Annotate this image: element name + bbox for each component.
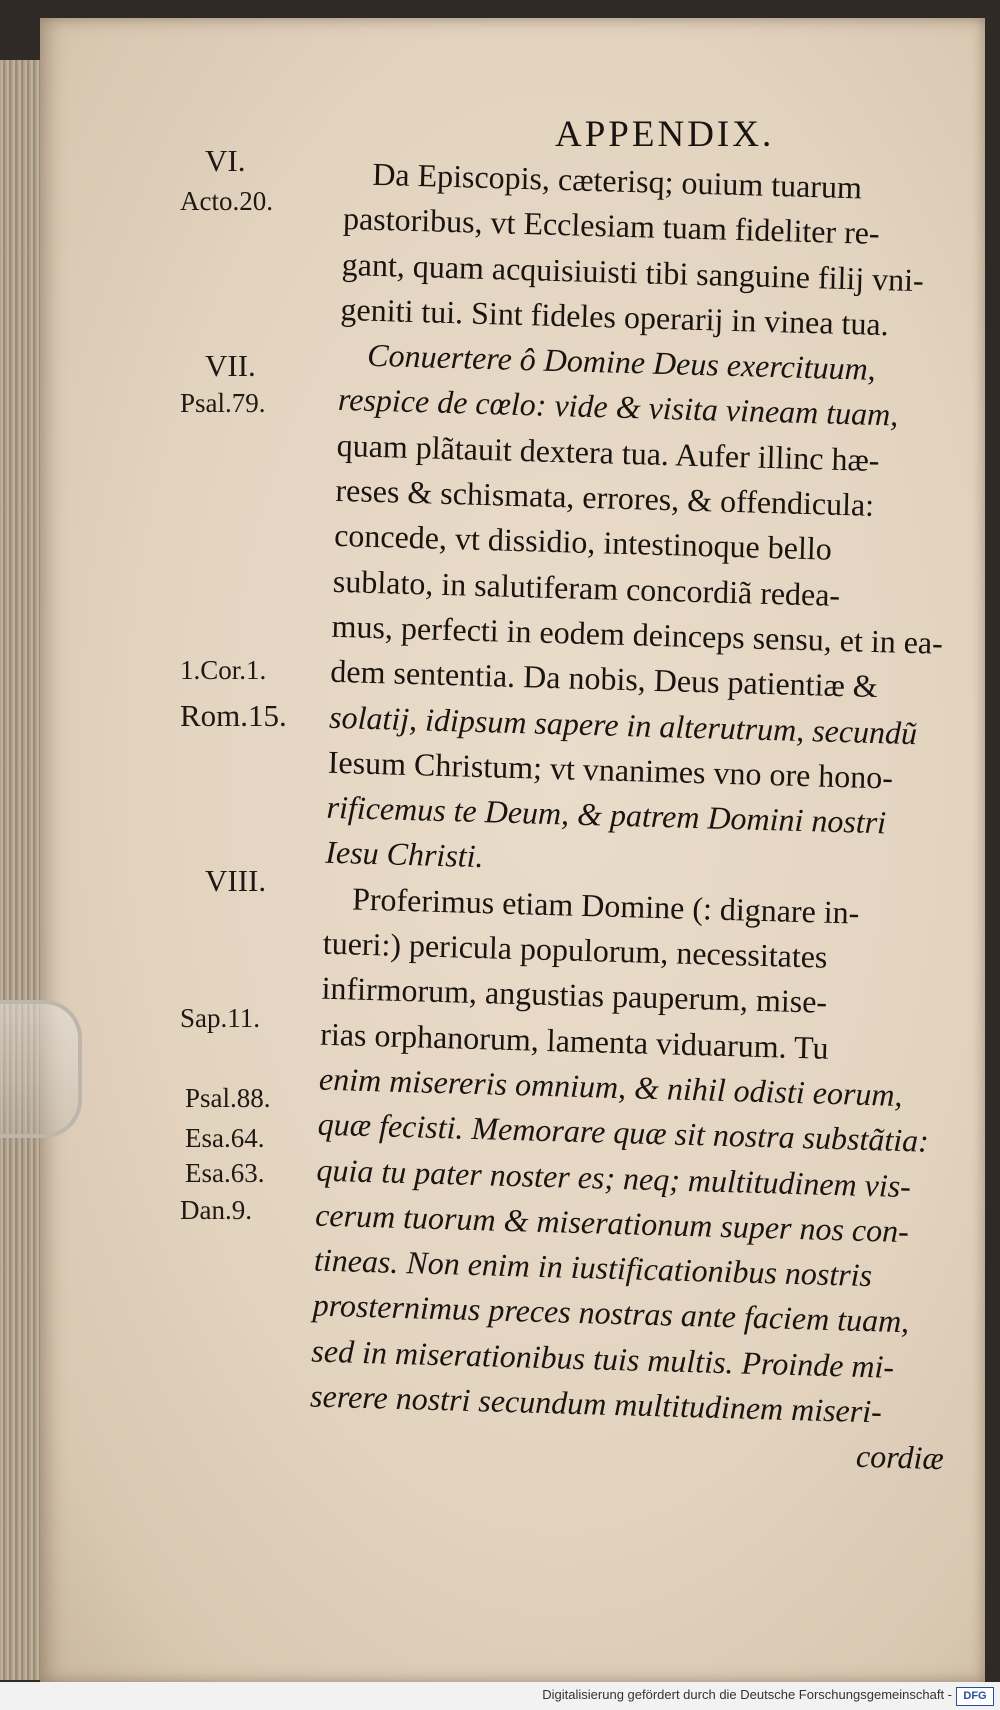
margin-note: Acto.20. [180,186,273,216]
text-line: respice de cœlo: vide & visita vineam tuam, [337,381,899,434]
body-text [308,151,999,1482]
catchword: cordiæ [855,1438,945,1477]
margin-note: Sap.11. [180,1003,260,1033]
footer-credit: Digitalisierung gefördert durch die Deutsche Forschungsgemeinschaft - [542,1687,952,1702]
text-line: rias orphanorum, lamenta viduarum. Tu [319,1015,830,1066]
text-line: Proferimus etiam Domine (: dignare in- [351,880,860,931]
text-line: Da Episcopis, cæterisq; ouium tuarum [371,155,863,206]
text-line: sed in miserationibus tuis multis. Proinde mi- [310,1332,895,1385]
text-line: sublato, in salutiferam concordiã redea- [332,562,841,613]
book-page [40,18,985,1683]
text-line: mus, perfecti in eodem deinceps sensu, et in ea- [331,607,944,661]
text-line: solatij, idipsum sapere in alterutrum, secundũ [328,698,918,751]
text-line: enim misereris omnium, & nihil odisti eorum, [318,1060,904,1113]
running-head: APPENDIX. [555,114,775,155]
footer-bar [0,1682,1000,1710]
text-line: quia tu pater noster es; neq; multitudinem vis- [316,1151,912,1204]
text-line: reses & schismata, errores, & offendicula: [335,471,875,523]
text-line: Iesu Christi. [324,834,485,875]
margin-note: VIII. [205,863,267,898]
margin-note: Psal.88. [185,1083,271,1113]
text-line: gant, quam acquisiuisti tibi sanguine filij vni- [341,245,925,298]
dfg-logo-icon[interactable]: DFG [956,1687,994,1706]
text-line: quam plãtauit dextera tua. Aufer illinc hæ- [336,426,881,478]
text-line: serere nostri secundum multitudinem miseri- [309,1377,883,1430]
text-line: pastoribus, vt Ecclesiam tuam fideliter re- [342,200,881,252]
text-line: Iesum Christum; vt vnanimes vno ore hono- [327,743,894,796]
text-line: quæ fecisti. Memorare quæ sit nostra substãtia: [317,1105,930,1159]
text-line: prosternimus preces nostras ante faciem tuam, [312,1286,910,1340]
margin-note: VII. [205,348,256,383]
text-line: cerum tuorum & miserationum super nos con- [314,1196,910,1249]
text-line: geniti tui. Sint fideles operarij in vinea tua. [340,290,890,343]
margin-note: Psal.79. [180,388,266,418]
margin-note: VI. [205,143,246,178]
book-clasp [0,1000,82,1138]
margin-note: Esa.64. [185,1123,265,1153]
text-line: Conuertere ô Domine Deus exercituum, [366,336,877,388]
margin-note: Rom.15. [180,698,287,733]
text-line: dem sententia. Da nobis, Deus patientiæ & [329,653,879,705]
text-line: tineas. Non enim in iustificationibus nostris [313,1241,873,1294]
margin-note: Esa.63. [185,1158,265,1188]
margin-note: 1.Cor.1. [180,655,267,685]
text-line: tueri:) pericula populorum, necessitates [322,924,828,975]
text-line: rificemus te Deum, & patrem Domini nostri [326,788,887,841]
text-line: concede, vt dissidio, intestinoque bello [333,517,833,568]
text-line: infirmorum, angustias pauperum, mise- [321,970,828,1021]
margin-note: Dan.9. [180,1195,252,1225]
